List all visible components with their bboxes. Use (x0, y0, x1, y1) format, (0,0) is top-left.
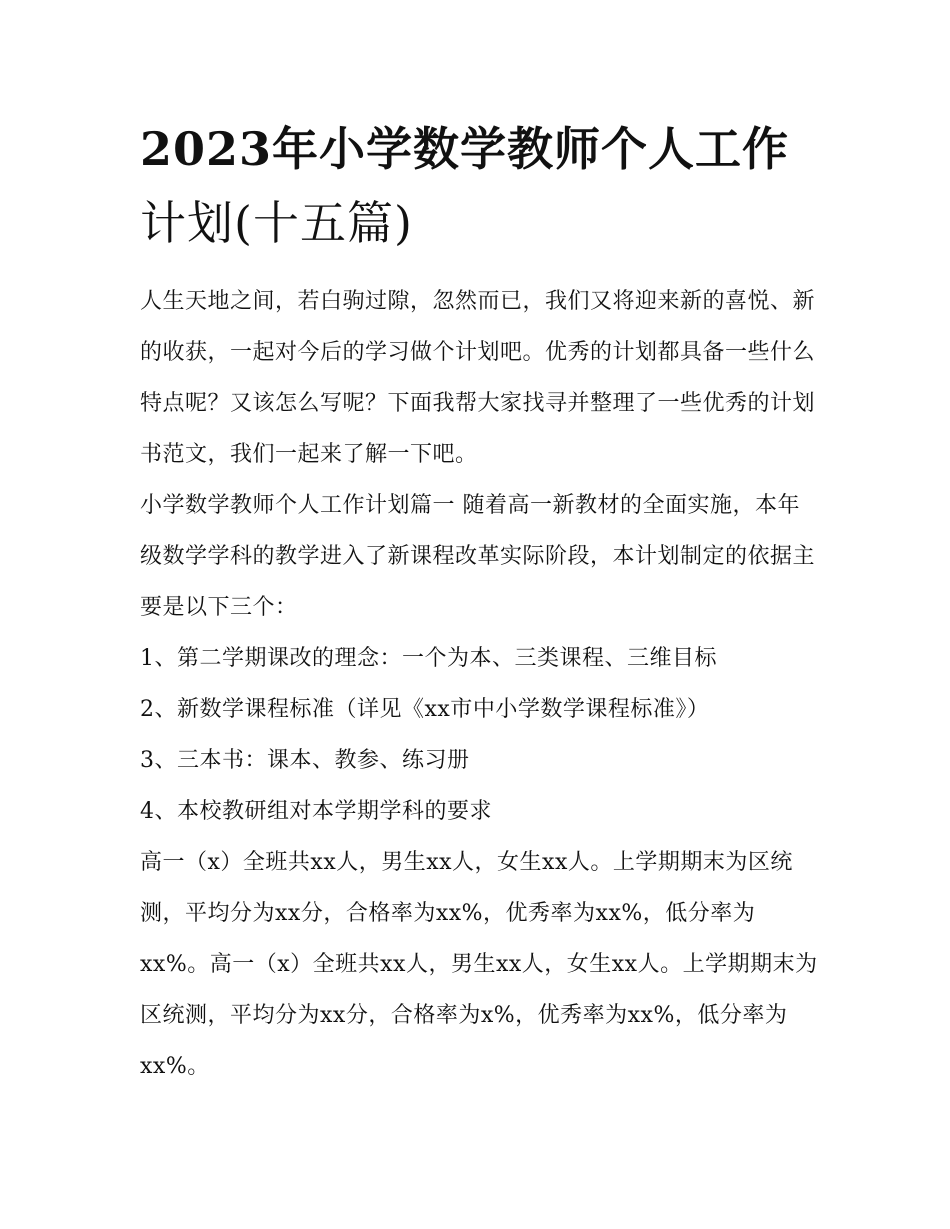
list-item-3: 3、三本书：课本、教参、练习册 (140, 748, 470, 773)
section-intro-paragraph: 小学数学教师个人工作计划篇一 随着高一新教材的全面实施，本年级数学学科的教学进入了新课程改革实际阶段，本计划制定的依据主要是以下三个： (140, 493, 816, 620)
list-item-1: 1、第二学期课改的理念：一个为本、三类课程、三维目标 (140, 646, 717, 671)
list-item-4: 4、本校教研组对本学期学科的要求 (140, 799, 492, 824)
page-title (140, 112, 820, 260)
document-body (140, 276, 820, 1092)
intro-paragraph: 人生天地之间，若白驹过隙，忽然而已，我们又将迎来新的喜悦、新的收获，一起对今后的学习做个计划吧。优秀的计划都具备一些什么特点呢？又该怎么写呢？下面我帮大家找寻并整理了一些优秀的计划书范文，我们一起来了解一下吧。 (140, 289, 816, 467)
title-line-2: 计划(十五篇) (140, 196, 413, 250)
title-line-1: 2023年小学数学教师个人工作 (140, 122, 790, 176)
class-stats-paragraph: 高一（x）全班共xx人，男生xx人，女生xx人。上学期期末为区统测，平均分为xx分，合格率为xx%，优秀率为xx%，低分率为xx%。高一（x）全班共xx人，男生xx人，女生xx人。上学期期末为区统测，平均分为xx分，合格率为x%，优秀率为xx%，低分率为xx%。 (140, 850, 818, 1079)
list-item-2: 2、新数学课程标准（详见《xx市中小学数学课程标准》） (140, 697, 710, 722)
